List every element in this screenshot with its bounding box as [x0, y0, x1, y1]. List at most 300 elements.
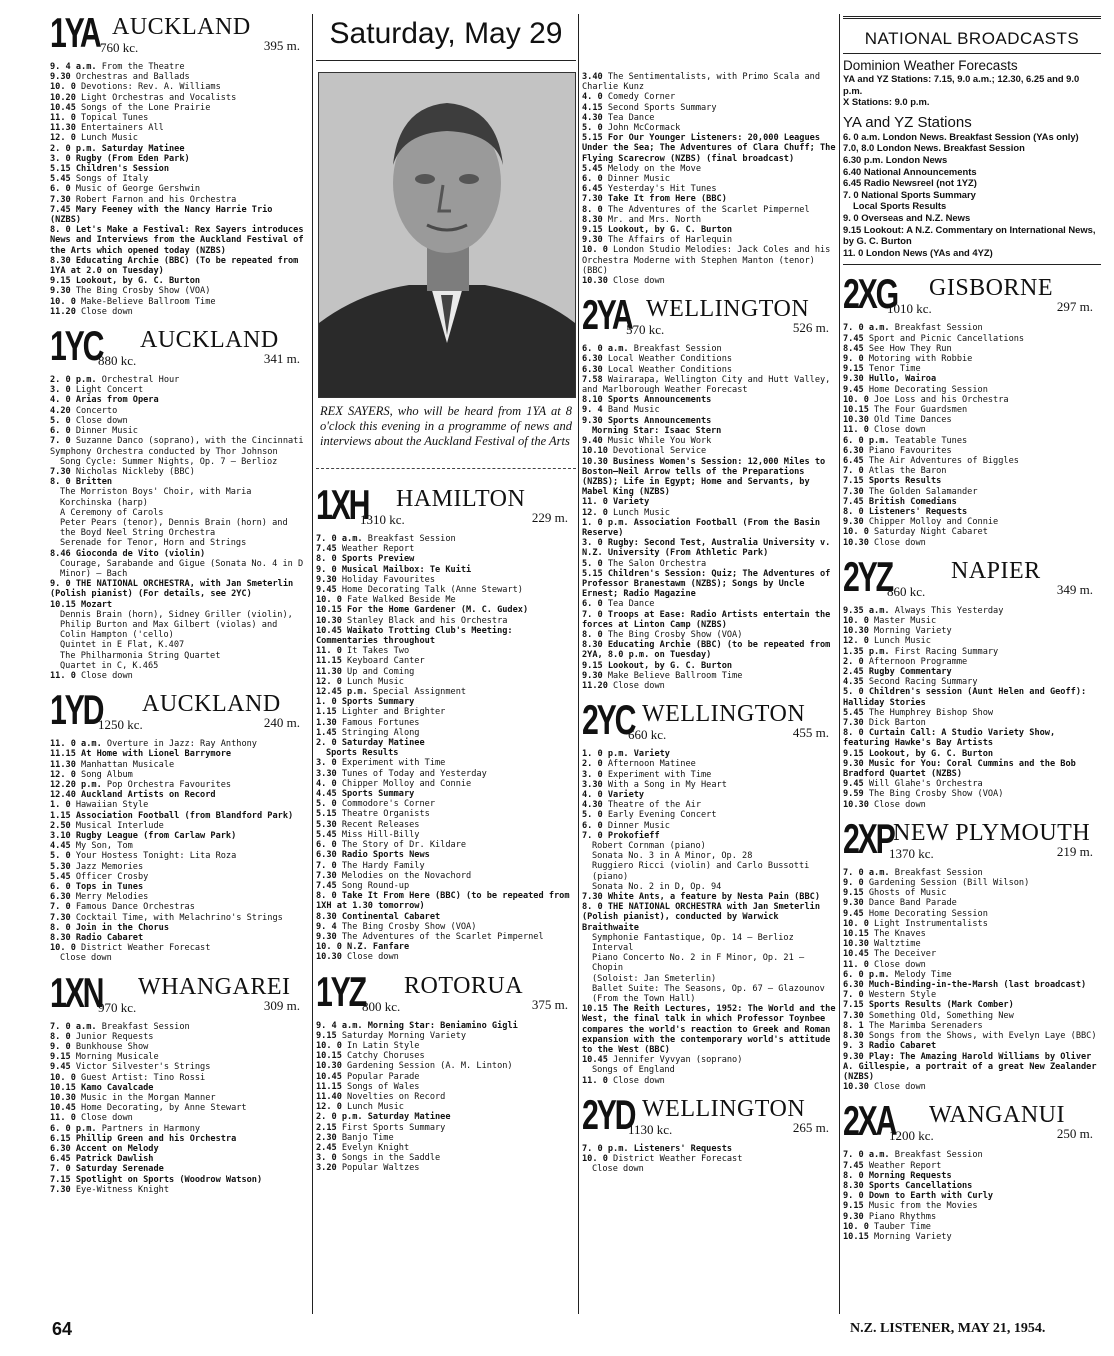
programme-item [582, 194, 837, 204]
programme-title: Tenor Time [868, 364, 921, 375]
station-city: ROTORUA [404, 972, 524, 999]
station-frequency: 1310 kc. [360, 512, 405, 527]
programme-time: 11.30 [50, 123, 82, 134]
programme-title: Light Instrumentalists [874, 918, 988, 929]
station-frequency: 970 kc. [98, 999, 137, 1015]
programme-item [843, 1212, 1101, 1222]
programme-title: Songs of England [592, 1065, 675, 1076]
programme-time: 10. 0 [843, 615, 875, 626]
programme-item [582, 133, 837, 164]
programme-item [316, 1041, 576, 1051]
programme-time: 6.40 [843, 165, 864, 177]
programme-item [316, 728, 576, 738]
programme-title: Song Album [81, 769, 133, 780]
programme-time: 10.30 [843, 1082, 875, 1093]
programme-title: Saturday Matinee [367, 1112, 451, 1123]
programme-item [582, 276, 837, 286]
programme-title: Educating Archie (BBC) (to be repeated from 2YA, 8.0 p.m. on Tuesday) [582, 640, 831, 661]
programme-title: Lookout, by G. C. Burton [868, 748, 994, 759]
programme-title: Hullo, Wairoa [868, 374, 937, 385]
programme-time: 11.20 [582, 680, 614, 691]
programme-title: London News. Breakfast Session [876, 142, 1025, 154]
programme-time: 6.30 [50, 1144, 76, 1155]
programme-item [582, 821, 837, 831]
programme-title: John McCormack [607, 123, 681, 134]
programme-list [843, 606, 1101, 810]
programme-title: London Studio Melodies: Jack Coles and his Orchestra Moderne with Stephen Manton (tenor) (BBC) [582, 245, 831, 276]
programme-item [316, 575, 576, 585]
programme-item [843, 1222, 1101, 1232]
programme-item [316, 697, 576, 707]
programme-item [50, 943, 308, 953]
programme-time: 11.15 [316, 1081, 348, 1092]
programme-time: 9.59 [843, 789, 869, 800]
programme-time: 12. 0 [582, 507, 614, 518]
station-code: 1YA [50, 9, 100, 56]
programme-item [843, 507, 1101, 517]
programme-title: For the Home Gardener (M. C. Gudex) [347, 605, 529, 616]
programme-time: 11. 0 [843, 959, 875, 970]
programme-title: Weather Report [868, 1160, 942, 1171]
programme-item [582, 943, 837, 953]
programme-item [50, 760, 308, 770]
programme-time: 3. 0 [582, 538, 608, 549]
programme-item [582, 1065, 837, 1075]
programme-title: London News. Breakfast Session (YAs only) [882, 130, 1079, 142]
programme-title: Guest Artist: Tino Rossi [81, 1072, 206, 1083]
programme-item [50, 1073, 308, 1083]
programme-time: 8. 0 [582, 629, 608, 640]
programme-title: Afternoon Matinee [607, 759, 696, 770]
programme-title: Miss Hill-Billy [341, 829, 420, 840]
programme-time: 8.46 [50, 548, 76, 559]
station-wavelength: 395 m. [263, 38, 300, 53]
programme-time: 7. 0 a.m. [316, 534, 368, 544]
programme-title: Sports Announcements [607, 395, 712, 406]
programme-title: Bunkhouse Show [75, 1042, 149, 1053]
programme-title: Lunch Music [81, 133, 138, 144]
programme-title: Songs of Italy [75, 174, 149, 185]
programme-item [50, 549, 308, 559]
programme-title: Continental Cabaret [341, 911, 441, 922]
programme-title: Sports Cancellations [868, 1180, 973, 1191]
station-header [843, 814, 1101, 864]
programme-item [582, 1154, 837, 1164]
station-wavelength: 240 m. [263, 715, 300, 731]
programme-item [50, 184, 308, 194]
programme-time: 11. 0 [50, 670, 82, 681]
programme-title: Saturday Matinee [101, 143, 185, 154]
programme-item [50, 671, 308, 681]
programme-title: Tops in Tunes [75, 882, 144, 893]
programme-time: 2. 0 p.m. [50, 375, 102, 386]
programme-title: Stanley Black and his Orchestra [347, 615, 508, 626]
programme-title: Sports Announcements [607, 415, 712, 426]
section-divider [843, 264, 1101, 265]
programme-item [50, 297, 308, 307]
programme-title: Something Old, Something New [868, 1010, 1014, 1021]
programme-time: 8. 1 [843, 1020, 869, 1031]
programme-time: 4.30 [582, 800, 608, 811]
programme-time: 3. 0 [582, 769, 608, 780]
programme-item [843, 868, 1101, 878]
programme-title: Melodies on the Novachord [341, 870, 472, 881]
programme-time: 6. 0 [582, 174, 608, 185]
programme-title: Eye-Witness Knight [75, 1184, 170, 1195]
programme-time: 10.15 [843, 1231, 875, 1242]
station-city: WELLINGTON [642, 701, 806, 728]
programme-title: National Announcements [863, 165, 977, 177]
programme-title: Dinner Music [607, 820, 670, 831]
programme-title: Nicholas Nickleby (BBC) [75, 466, 195, 477]
programme-title: Let's Make a Festival: Rex Sayers introduces News and Interviews from the Auckland Festival of the Arts which opened today (NZBS) [50, 225, 304, 256]
programme-title: Holiday Favourites [341, 574, 436, 585]
programme-time: 10.15 [843, 404, 875, 415]
programme-time: 3. 0 [316, 758, 342, 769]
programme-title: Quintet in E Flat, K.407 [60, 640, 185, 651]
programme-time: 10.30 [843, 415, 875, 426]
programme-item [843, 939, 1101, 949]
programme-time: 9.30 [843, 758, 869, 769]
programme-time: 11.40 [316, 1091, 348, 1102]
programme-title: Lookout, by G. C. Burton [607, 660, 733, 671]
programme-time: 4. 0 [582, 92, 608, 103]
programme-time: 7. 0 [50, 902, 76, 913]
programme-title: Join in the Chorus [75, 922, 170, 933]
programme-item [582, 933, 837, 943]
programme-title: It Takes Two [347, 646, 410, 657]
programme-list [316, 534, 576, 963]
programme-item [843, 497, 1101, 507]
programme-time: 10. 0 [582, 1154, 614, 1165]
programme-title: Sport and Picnic Cancellations [868, 333, 1025, 344]
programme-item [582, 749, 837, 759]
programme-item [50, 559, 308, 579]
station-wavelength: 349 m. [1056, 581, 1093, 597]
programme-item [843, 1201, 1101, 1211]
programme-time: 5.45 [50, 174, 76, 185]
programme-item [50, 902, 308, 912]
programme-time: 7. 0 a.m. [843, 1150, 895, 1161]
programme-item [582, 1164, 837, 1174]
programme-title: Listeners' Requests [868, 506, 968, 517]
programme-time: 8. 0 [582, 902, 608, 913]
programme-title: Home Decorating Session [868, 908, 988, 919]
programme-title: Interval [592, 943, 634, 954]
programme-title: Light Orchestras and Vocalists [81, 92, 237, 103]
programme-item [582, 538, 837, 558]
programme-time: 9.30 [582, 235, 608, 246]
programme-time: 5. 0 [843, 687, 869, 698]
programme-item [582, 1076, 837, 1086]
programme-item [316, 840, 576, 850]
programme-item [50, 739, 308, 749]
station-city: WANGANUI [929, 1102, 1065, 1129]
programme-title: Robert Cornman (piano) [592, 841, 706, 851]
programme-item [582, 831, 837, 841]
programme-item [843, 980, 1101, 990]
programme-title: Afternoon Programme [868, 656, 968, 667]
programme-title: Band Music [607, 405, 660, 416]
programme-item [582, 861, 837, 881]
programme-item [316, 748, 576, 758]
programme-item [316, 789, 576, 799]
station-header [843, 552, 1101, 602]
programme-time: 6. 0 [582, 820, 608, 831]
programme-title: Saturday Serenade [75, 1164, 164, 1175]
programme-title: THE NATIONAL ORCHESTRA, with Jan Smeterlin (Polish pianist) (For details, see 2YC) [50, 579, 294, 600]
station-frequency: 880 kc. [98, 353, 137, 369]
programme-title: Will Glahe's Orchestra [868, 779, 983, 790]
programme-time: 3. 0 [316, 1153, 342, 1164]
programme-title: Overseas and N.Z. News [861, 211, 971, 223]
station-code: 2YZ [843, 552, 892, 600]
station-city: AUCKLAND [112, 14, 251, 40]
programme-item [316, 1061, 576, 1071]
programme-time: 4. 0 [582, 789, 608, 800]
programme-title: Arias from Opera [75, 395, 159, 406]
programme-item [316, 799, 576, 809]
programme-item [316, 1102, 576, 1112]
programme-time: 9. 0 [50, 1042, 76, 1053]
programme-title: First Racing Summary [894, 646, 999, 657]
programme-title: Songs in the Saddle [341, 1153, 441, 1164]
programme-item [316, 585, 576, 595]
programme-time: 3.30 [582, 779, 608, 790]
programme-item [316, 1072, 576, 1082]
station-wavelength: 297 m. [1056, 299, 1093, 315]
station-frequency: 1010 kc. [887, 301, 932, 317]
programme-item [843, 636, 1101, 646]
programme-item [582, 770, 837, 780]
station-frequency: 1370 kc. [889, 845, 934, 861]
programme-title: Radio Cabaret [75, 933, 144, 944]
programme-title: District Weather Forecast [613, 1154, 743, 1165]
programme-item [843, 898, 1101, 908]
programme-title: N.Z. Fanfare [347, 942, 410, 953]
programme-time: 4.45 [50, 841, 76, 852]
programme-item [843, 749, 1101, 759]
programme-time: 8. 0 [50, 477, 76, 488]
programme-item [316, 881, 576, 891]
programme-title: Second Racing Summary [868, 677, 978, 688]
programme-title: The Story of Dr. Kildare [341, 840, 467, 851]
programme-time: 7. 0 [582, 830, 608, 841]
programme-time: 9.45 [316, 585, 342, 596]
programme-item [50, 103, 308, 113]
programme-title: Early Evening Concert [607, 810, 717, 821]
programme-title: Jazz Memories [75, 861, 144, 872]
programme-item [582, 205, 837, 215]
programme-list [50, 375, 308, 681]
programme-title: Radio Cabaret [868, 1041, 937, 1052]
programme-item [582, 984, 837, 994]
programme-item [50, 821, 308, 831]
programme-time: 9. 4 [582, 405, 608, 416]
programme-time: 7. 0 [50, 1164, 76, 1175]
programme-time: 4. 0 [316, 778, 342, 789]
programme-time: 9. 3 [843, 1041, 869, 1052]
programme-title: Radio Newsreel (not 1YZ) [863, 177, 977, 189]
programme-list [582, 1144, 837, 1175]
programme-item [843, 647, 1101, 657]
programme-item [316, 871, 576, 881]
programme-item [843, 487, 1101, 497]
programme-item [316, 1133, 576, 1143]
programme-time: 1. 0 [316, 697, 342, 708]
programme-time: 6.30 p.m. [843, 153, 886, 165]
programme-time: 2.50 [50, 820, 76, 831]
programme-item [843, 212, 1101, 224]
station-city: HAMILTON [396, 486, 526, 512]
programme-item [316, 718, 576, 728]
programme-title: Saturday Matinee [341, 738, 425, 749]
programme-title: (Soloist: Jan Smeterlin) [592, 973, 717, 984]
programme-time: 1.15 [316, 707, 342, 718]
programme-time: 9.15 [50, 276, 76, 287]
programme-title: Sonata No. 3 in A Minor, Op. 28 [592, 851, 753, 862]
programme-item [582, 215, 837, 225]
programme-time: 10. 0 [316, 1040, 348, 1051]
programme-time: 1. 0 [50, 800, 76, 811]
programme-item [316, 677, 576, 687]
programme-time: 5. 0 [50, 851, 76, 862]
programme-time: 7.30 [843, 718, 869, 729]
programme-time: 8.30 [50, 255, 76, 266]
programme-item [843, 657, 1101, 667]
programme-title: Manhattan Musicale [81, 759, 175, 770]
programme-item [316, 707, 576, 717]
programme-item [582, 103, 837, 113]
programme-title: Pop Orchestra Favourites [106, 779, 232, 790]
programme-title: Accent on Melody [75, 1144, 159, 1155]
programme-title: Ghosts of Music [868, 888, 947, 899]
programme-list [582, 749, 837, 1086]
programme-title: Ballet Suite: The Seasons, Op. 67 — Glazounov [592, 983, 825, 994]
programme-title: Association Football (From the Basin Reserve) [582, 517, 821, 538]
programme-item [50, 82, 308, 92]
programme-item [843, 606, 1101, 616]
programme-item [582, 245, 837, 276]
programme-time: 9.30 [582, 415, 608, 426]
programme-item [582, 365, 837, 375]
programme-title: Tauber Time [874, 1221, 931, 1232]
programme-item [50, 518, 308, 538]
programme-time: 7.30 [50, 1184, 76, 1195]
programme-item [582, 759, 837, 769]
programme-list [843, 323, 1101, 547]
programme-time: 8. 0 [50, 922, 76, 933]
programme-time: 6.30 [843, 445, 869, 456]
programme-item [50, 1154, 308, 1164]
programme-item [843, 626, 1101, 636]
programme-item [843, 189, 1101, 201]
programme-item [843, 344, 1101, 354]
programme-item [843, 1082, 1101, 1092]
page-title: Saturday, May 29 [316, 14, 576, 61]
programme-time: 11.15 [316, 656, 348, 667]
programme-title: Sports Summary [341, 789, 415, 800]
programme-item [50, 800, 308, 810]
programme-title: The Morriston Boys' Choir, with Maria Korchinska (harp) [60, 487, 252, 508]
programme-title: Breakfast Session [894, 1150, 983, 1161]
programme-item [843, 779, 1101, 789]
programme-title: Lunch Music [613, 507, 670, 518]
programme-time: 6.45 [843, 177, 864, 189]
programme-time: 12. 0 [843, 636, 875, 647]
programme-title: Sports Results [326, 748, 399, 759]
programme-item [582, 508, 837, 518]
programme-item [50, 133, 308, 143]
programme-item [316, 544, 576, 554]
programme-time: 5. 0 [582, 123, 608, 134]
programme-title: For Our Younger Listeners: 20,000 Leagues Under the Sea; The Adventures of Clara Chuff; The Flying Scarecrow (NZBS) (final broadcast) [582, 133, 836, 164]
programme-time: 10.45 [316, 1071, 348, 1082]
programme-item [582, 436, 837, 446]
programme-item [843, 385, 1101, 395]
programme-item [50, 651, 308, 661]
programme-title: Children's session (Aunt Helen and Geoff): Halliday Stories [843, 687, 1087, 708]
programme-time: 7.0, 8.0 [843, 142, 877, 154]
programme-time: 9.30 [843, 898, 869, 909]
programme-title: Breakfast Session [101, 1021, 190, 1032]
programme-title: Lunch Music [874, 636, 931, 647]
programme-time: 10.30 [843, 939, 875, 950]
programme-item [582, 559, 837, 569]
programme-title: Home Decorating Session [868, 384, 988, 395]
programme-time: 3.40 [582, 72, 608, 82]
programme-title: Variety [607, 789, 645, 800]
programme-time: 9.30 [50, 72, 76, 83]
programme-time: 1. 0 p.m. [582, 749, 634, 760]
programme-time: 7.30 [843, 1010, 869, 1021]
programme-item [316, 1021, 576, 1031]
programme-title: Quartet in C, K.465 [60, 660, 159, 671]
programme-title: Chipper Molloy and Connie [868, 517, 999, 528]
programme-item [843, 177, 1101, 189]
programme-title: Commodore's Corner [341, 799, 436, 810]
portrait-image [319, 73, 575, 397]
programme-item [50, 1185, 308, 1195]
programme-item [50, 831, 308, 841]
programme-title: Music for You: Coral Cummins and the Bob Bradford Quartet (NZBS) [843, 758, 1076, 780]
programme-title: Old Time Dances [874, 415, 952, 426]
programme-title: Chipper Molloy and Connie [341, 778, 472, 789]
programme-title: Close down [874, 1082, 926, 1093]
programme-title: Officer Crosby [75, 871, 149, 882]
station-frequency: 860 kc. [887, 583, 926, 599]
station-city: WELLINGTON [646, 296, 810, 323]
programme-item [50, 467, 308, 477]
programme-title: Make Believe Ballroom Time [607, 670, 743, 681]
programme-item [50, 661, 308, 671]
programme-time: 9.15 [316, 1030, 342, 1041]
programme-item [316, 565, 576, 575]
programme-title: Home Decorating Talk (Anne Stewart) [341, 585, 523, 596]
programme-title: The Four Guardsmen [874, 404, 968, 415]
programme-item [50, 205, 308, 225]
programme-time: 11. 0 a.m. [50, 739, 107, 750]
programme-item [843, 1171, 1101, 1181]
programme-time: 6. 0 [582, 599, 608, 610]
programme-item [50, 749, 308, 759]
programme-item [843, 354, 1101, 364]
programme-time: 9.30 [50, 286, 76, 297]
programme-item [50, 395, 308, 405]
programme-item [582, 235, 837, 245]
programme-item [843, 909, 1101, 919]
programme-item [582, 994, 837, 1004]
